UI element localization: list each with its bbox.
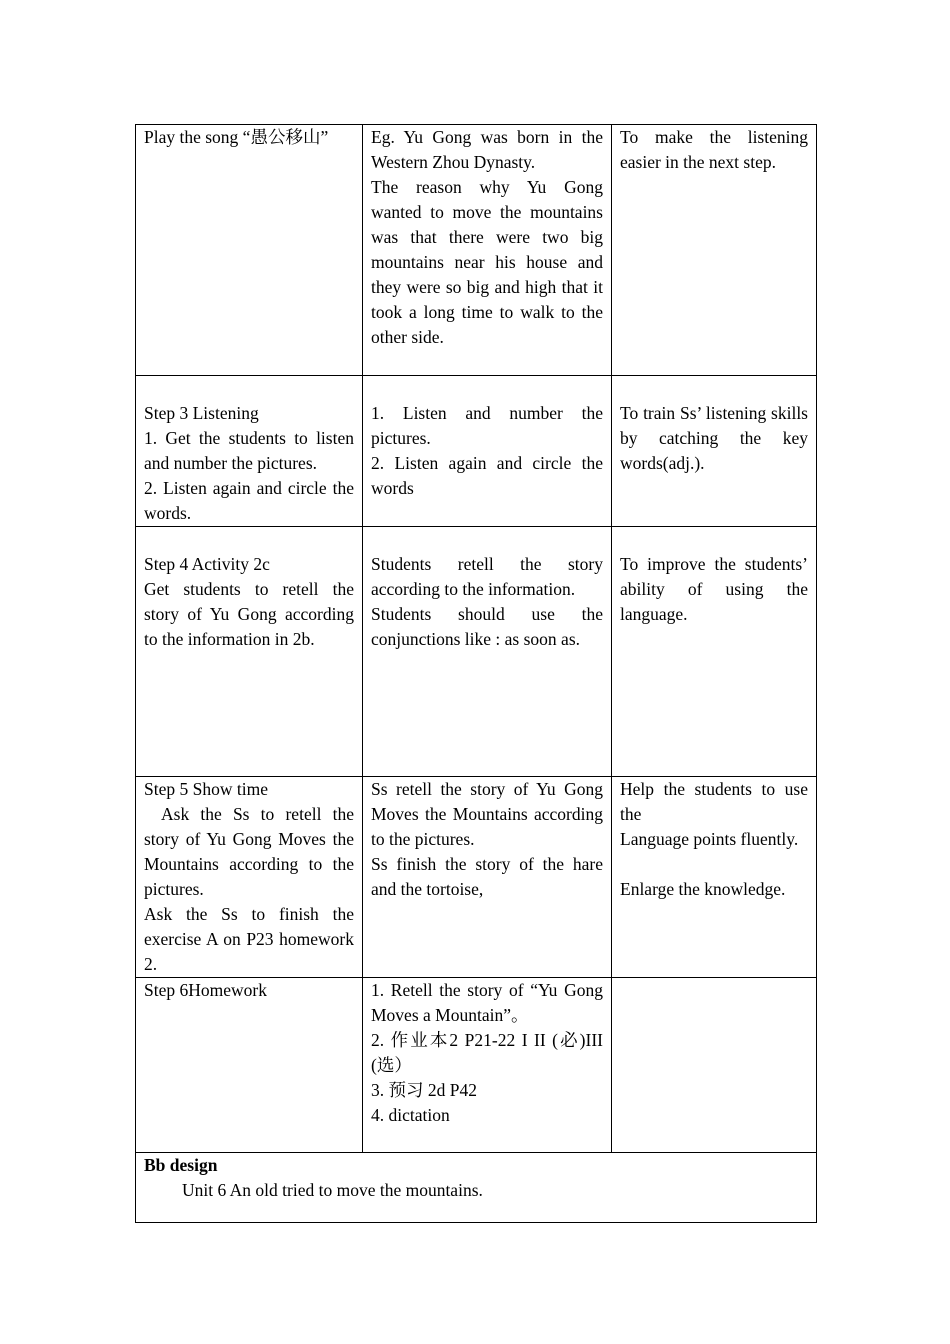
student-text: Students should use the conjunctions like : as soon as. bbox=[371, 604, 603, 649]
purpose-cell bbox=[612, 978, 817, 1153]
procedure-text: 2. Listen again and circle the words. bbox=[144, 478, 354, 523]
purpose-cell bbox=[612, 527, 817, 777]
table-row bbox=[136, 1153, 817, 1223]
procedure-text: 1. Get the students to listen and number the pictures. bbox=[144, 428, 354, 473]
student-text: The reason why Yu Gong wanted to move the mountains was that there were two big mountains near his house and they were so big and high that it took a long time to walk to the other side. bbox=[371, 177, 603, 347]
student-activity-cell bbox=[363, 376, 612, 527]
procedure-text: Ask the Ss to finish the exercise A on P23 homework 2. bbox=[144, 904, 354, 974]
procedure-cell bbox=[136, 527, 363, 777]
purpose-text: To make the listening easier in the next step. bbox=[620, 127, 808, 172]
student-text: Students retell the story according to the information. bbox=[371, 554, 603, 599]
table-row bbox=[136, 125, 817, 376]
procedure-cell bbox=[136, 125, 363, 376]
purpose-text: Language points fluently. bbox=[620, 829, 799, 849]
student-activity-cell bbox=[363, 978, 612, 1153]
student-text: Ss finish the story of the hare and the tortoise, bbox=[371, 854, 603, 899]
student-text: Eg. Yu Gong was born in the Western Zhou Dynasty. bbox=[371, 127, 603, 172]
procedure-text: Ask the Ss to retell the story of Yu Gong Moves the Mountains according to the pictures. bbox=[144, 804, 354, 899]
bb-design-title: Bb design bbox=[144, 1155, 218, 1175]
purpose-spacer bbox=[620, 852, 808, 877]
bb-design-line: Unit 6 An old tried to move the mountains. bbox=[182, 1180, 483, 1200]
purpose-text: To improve the students’ ability of using the language. bbox=[620, 554, 808, 624]
lesson-plan-table bbox=[135, 124, 817, 1223]
student-text: 3. 预习 2d P42 bbox=[371, 1080, 477, 1100]
student-text: Ss retell the story of Yu Gong Moves the Mountains according to the pictures. bbox=[371, 779, 603, 849]
student-activity-cell bbox=[363, 777, 612, 978]
procedure-cell bbox=[136, 777, 363, 978]
purpose-cell bbox=[612, 125, 817, 376]
purpose-text: Enlarge the knowledge. bbox=[620, 879, 786, 899]
procedure-text: Play the song “愚公移山” bbox=[144, 127, 329, 147]
student-text: 2. Listen again and circle the words bbox=[371, 453, 603, 498]
table-row bbox=[136, 527, 817, 777]
bb-design-cell bbox=[136, 1153, 817, 1223]
procedure-cell bbox=[136, 978, 363, 1153]
table-row bbox=[136, 978, 817, 1153]
procedure-step-title: Step 6Homework bbox=[144, 980, 267, 1000]
student-activity-cell bbox=[363, 527, 612, 777]
procedure-cell bbox=[136, 376, 363, 527]
purpose-text: To train Ss’ listening skills by catching the key words(adj.). bbox=[620, 403, 808, 473]
student-text: 2. 作业本2 P21-22 I II (必)III (选） bbox=[371, 1030, 603, 1075]
procedure-text: Get students to retell the story of Yu Gong according to the information in 2b. bbox=[144, 579, 354, 649]
procedure-step-title: Step 4 Activity 2c bbox=[144, 554, 270, 574]
table-row bbox=[136, 376, 817, 527]
student-activity-cell bbox=[363, 125, 612, 376]
student-text: 1. Retell the story of “Yu Gong Moves a Mountain”。 bbox=[371, 980, 603, 1025]
procedure-step-title: Step 3 Listening bbox=[144, 403, 259, 423]
procedure-step-title: Step 5 Show time bbox=[144, 779, 268, 799]
purpose-text: Help the students to use the bbox=[620, 779, 808, 824]
student-text: 4. dictation bbox=[371, 1105, 450, 1125]
table-row bbox=[136, 777, 817, 978]
purpose-cell bbox=[612, 777, 817, 978]
purpose-cell bbox=[612, 376, 817, 527]
student-text: 1. Listen and number the pictures. bbox=[371, 403, 603, 448]
